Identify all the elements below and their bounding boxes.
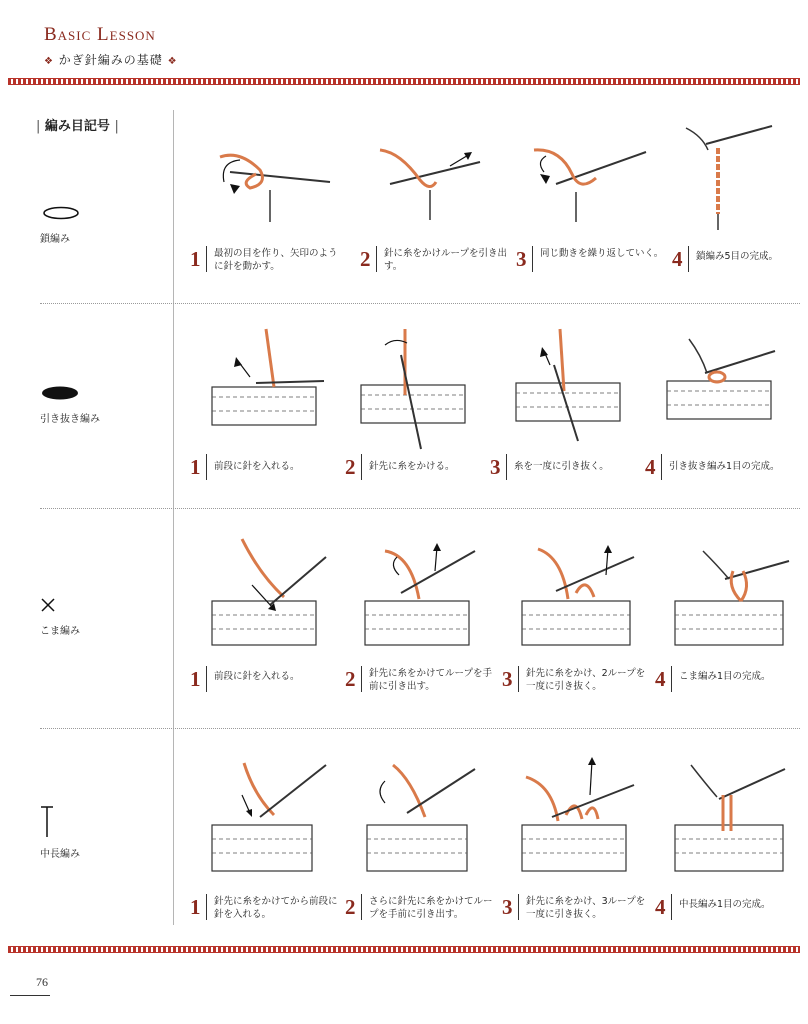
step-number: 3 xyxy=(502,895,513,919)
chain-step-illustration-icon xyxy=(360,122,510,232)
slip-step-illustration-icon xyxy=(190,325,340,445)
chain-step-illustration-icon xyxy=(516,122,666,232)
step-card xyxy=(190,325,340,495)
step-text: 針に糸をかけループを引き出す。 xyxy=(384,248,508,272)
step-card xyxy=(360,122,510,292)
step-text: 同じ動きを繰り返していく。 xyxy=(540,248,664,259)
slip-step-illustration-icon xyxy=(490,325,640,455)
slip-stitch-symbol-icon xyxy=(40,385,80,401)
step-number: 3 xyxy=(502,667,513,691)
sc-step-illustration-icon xyxy=(190,535,340,655)
column-divider xyxy=(173,110,174,925)
step-text: 前段に針を入れる。 xyxy=(214,461,300,472)
step-card xyxy=(190,755,340,925)
step-card xyxy=(502,535,652,705)
slip-step-illustration-icon xyxy=(645,325,795,445)
sc-step-illustration-icon xyxy=(345,535,495,655)
step-text: 針先に糸をかけてループを手前に引き出す。 xyxy=(369,668,493,692)
section-divider xyxy=(40,508,800,509)
hdc-step-illustration-icon xyxy=(502,755,652,880)
step-card xyxy=(345,755,495,925)
step-number: 2 xyxy=(360,247,371,271)
step-number: 4 xyxy=(672,247,683,271)
chain-step-illustration-icon xyxy=(190,122,340,232)
step-text: 引き抜き編み1目の完成。 xyxy=(669,461,780,472)
chain-stitch-symbol-icon xyxy=(42,206,80,220)
page-number: 76 xyxy=(36,975,48,989)
step-number: 4 xyxy=(655,667,666,691)
step-card xyxy=(655,755,805,925)
section-label: 鎖編み xyxy=(40,234,70,245)
step-number: 4 xyxy=(655,895,666,919)
step-number: 1 xyxy=(190,895,201,919)
ornament-icon: ❖ xyxy=(44,56,54,67)
hdc-step-illustration-icon xyxy=(655,755,805,880)
page-subtitle xyxy=(44,51,178,68)
step-text: さらに針先に糸をかけてループを手前に引き出す。 xyxy=(369,896,493,920)
step-card xyxy=(190,535,340,705)
step-number: 3 xyxy=(516,247,527,271)
hdc-step-illustration-icon xyxy=(345,755,495,880)
step-card xyxy=(490,325,640,495)
step-card xyxy=(502,755,652,925)
step-number: 1 xyxy=(190,667,201,691)
step-text: 前段に針を入れる。 xyxy=(214,671,300,682)
half-double-crochet-symbol-icon xyxy=(39,805,55,839)
step-number: 1 xyxy=(190,455,201,479)
step-text: 中長編み1目の完成。 xyxy=(679,899,771,910)
single-crochet-symbol-icon xyxy=(40,597,56,613)
subtitle-text: かぎ針編みの基礎 xyxy=(58,53,163,67)
step-number: 1 xyxy=(190,247,201,271)
step-number: 2 xyxy=(345,455,356,479)
top-border xyxy=(8,78,800,85)
bottom-border xyxy=(8,946,800,953)
sc-step-illustration-icon xyxy=(502,535,652,655)
step-number: 2 xyxy=(345,895,356,919)
step-card xyxy=(345,535,495,705)
step-number: 2 xyxy=(345,667,356,691)
sc-step-illustration-icon xyxy=(655,535,805,655)
step-text: 針先に糸をかけ、3ループを一度に引き抜く。 xyxy=(526,896,646,920)
step-card xyxy=(655,535,805,705)
step-number: 4 xyxy=(645,455,656,479)
legend-title: | 編み目記号 | xyxy=(36,119,119,134)
step-text: 針先に糸をかける。 xyxy=(369,461,455,472)
page-title: Basic Lesson xyxy=(44,24,156,45)
step-text: こま編み1目の完成。 xyxy=(679,671,771,682)
step-card xyxy=(672,122,808,292)
section-divider xyxy=(40,728,800,729)
hdc-step-illustration-icon xyxy=(190,755,340,880)
section-label: こま編み xyxy=(40,626,80,637)
ornament-icon: ❖ xyxy=(167,56,178,67)
slip-step-illustration-icon xyxy=(345,325,495,455)
section-divider xyxy=(40,303,800,304)
step-number: 3 xyxy=(490,455,501,479)
step-card xyxy=(516,122,666,292)
step-text: 針先に糸をかけ、2ループを一度に引き抜く。 xyxy=(526,668,646,692)
step-text: 鎖編み5目の完成。 xyxy=(696,251,779,262)
step-text: 最初の目を作り、矢印のように針を動かす。 xyxy=(214,248,338,272)
chain-step-illustration-icon xyxy=(672,122,808,232)
step-card xyxy=(190,122,340,292)
step-card xyxy=(645,325,795,495)
step-text: 針先に糸をかけてから前段に針を入れる。 xyxy=(214,896,338,920)
section-label: 中長編み xyxy=(40,849,80,860)
page-number-rule xyxy=(10,995,50,996)
step-text: 糸を一度に引き抜く。 xyxy=(514,461,609,472)
step-card xyxy=(345,325,495,495)
section-label: 引き抜き編み xyxy=(40,414,100,425)
